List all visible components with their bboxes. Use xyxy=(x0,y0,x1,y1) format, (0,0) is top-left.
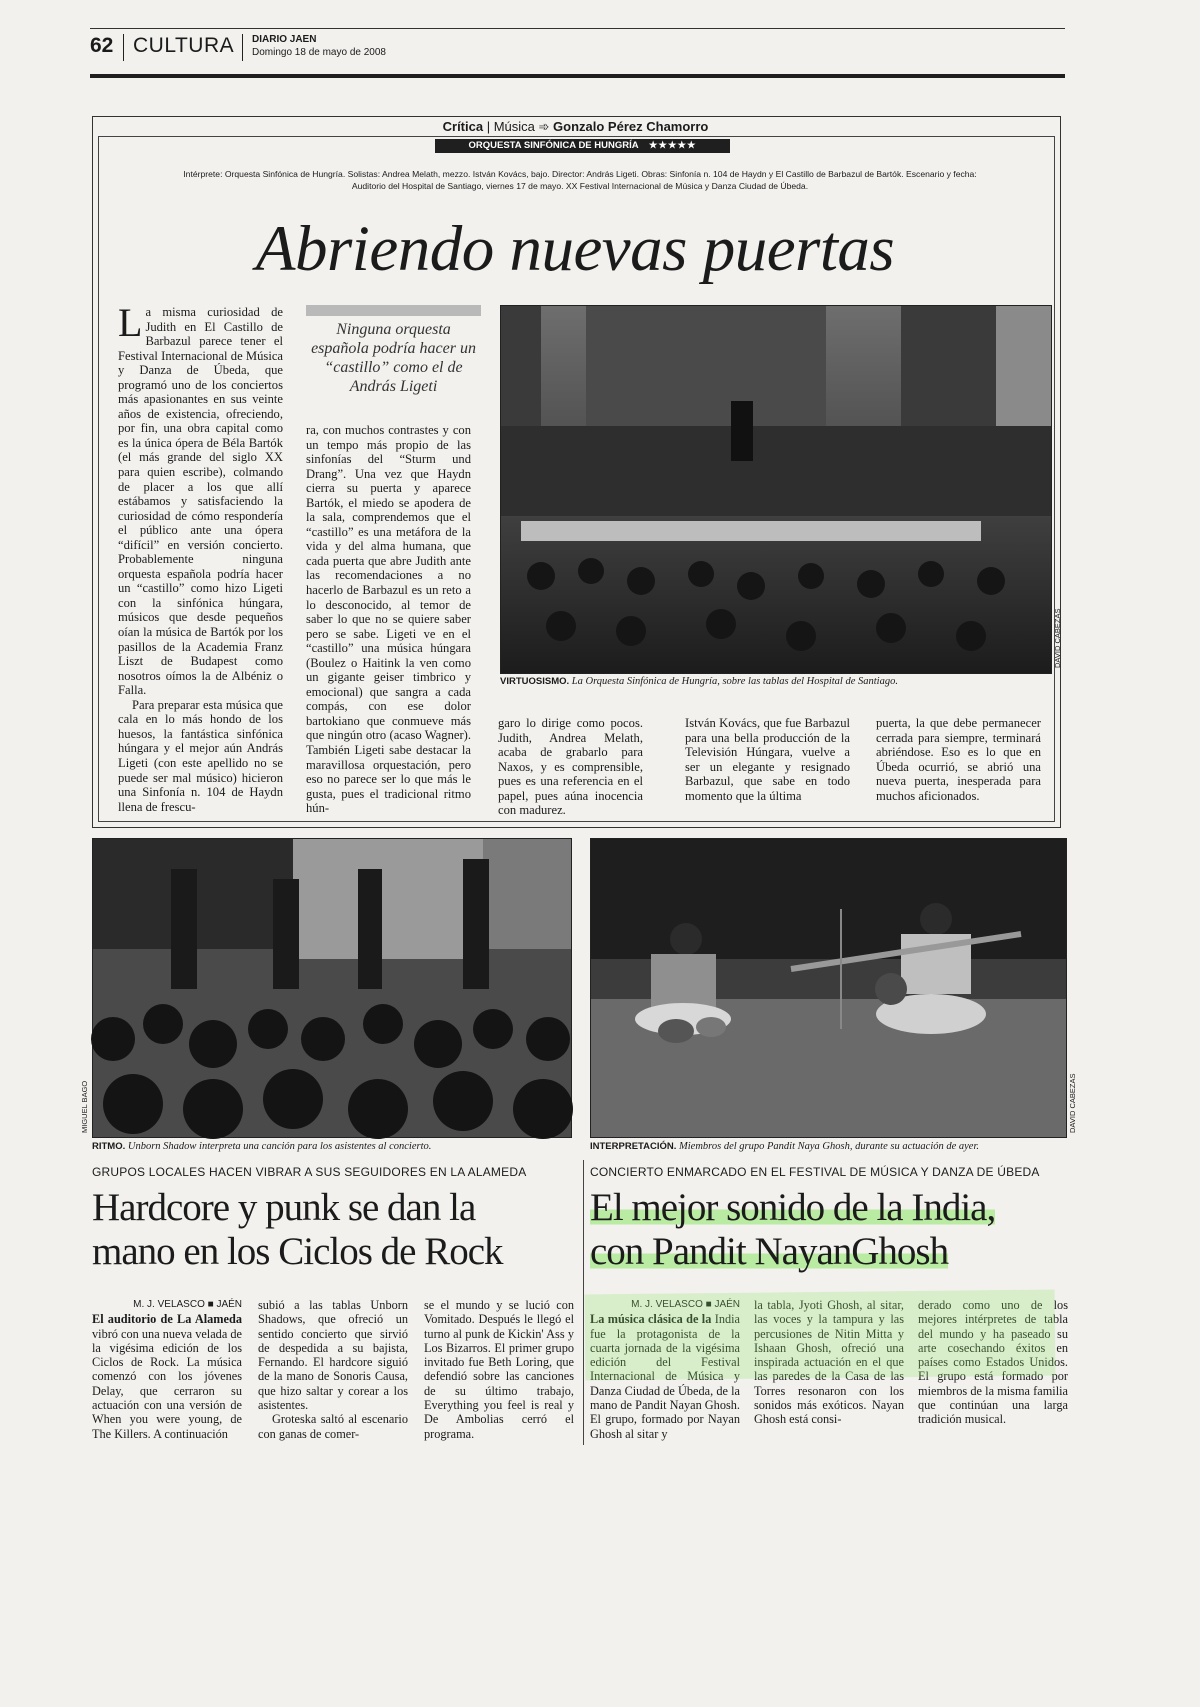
india-photo-svg xyxy=(591,839,1066,1137)
rock-headline-line1: Hardcore y punk se dan la xyxy=(92,1186,476,1229)
orchestra-bar xyxy=(435,139,730,153)
review-col5-text: puerta, la que debe permanecer cerrada para siempre, terminará abriéndose. Eso es lo que en Úbeda ocurrió, se abrió una nueva puerta, inesperada para muchos aficionados. xyxy=(876,716,1041,803)
rock-photo-caption xyxy=(92,1141,431,1152)
review-kicker: Crítica | Música ➾ Gonzalo Pérez Chamorro xyxy=(442,119,709,134)
folio-header xyxy=(90,32,1065,64)
review-col-4 xyxy=(685,716,850,808)
paper-name: DIARIO JAEN xyxy=(252,34,317,45)
review-col4-text: István Kovács, que fue Barbazul para una bella producción de la Televisión Húngara, vuelve a ser un elegante y resignado Barbazul, que sabe en todo momento que la última xyxy=(685,716,850,803)
issue-date: Domingo 18 de mayo de 2008 xyxy=(252,47,386,58)
rock-col1-text: vibró con una nueva velada de la vigésima edición de los Ciclos de Rock. La música comenzó con los jóvenes Delay, que cerraron su actuación con una versión de When you were young, de The Killers. A continuación xyxy=(92,1326,242,1441)
review-info-line1: Intérprete: Orquesta Sinfónica de Hungría. Solistas: Andrea Melath, mezzo. István Kovács, bajo. Director: András Ligeti. Obras: Sinfonía n. 104 de Haydn y El Castillo de Barbazul de Bartók. Escenario y fecha: xyxy=(183,169,977,179)
arrow-icon: ➾ xyxy=(538,119,554,134)
orchestra-photo-svg xyxy=(501,306,1051,673)
review-info-line2: Auditorio del Hospital de Santiago, viernes 17 de mayo. XX Festival Internacional de Música y Danza Ciudad de Úbeda. xyxy=(351,181,809,191)
india-photo-credit: DAVID CABEZAS xyxy=(1068,1073,1077,1133)
rock-photo-svg xyxy=(93,839,571,1137)
review-col-1 xyxy=(118,300,283,814)
pull-quote-bar xyxy=(306,305,481,316)
rock-col2-p2: Groteska saltó al escenario con ganas de comer- xyxy=(258,1412,408,1441)
rock-col-1 xyxy=(92,1298,242,1448)
rock-col2-p1: subió a las tablas Unborn Shadows, que ofreció un sentido concierto que sirvió de despedida a su bajista, Fernando. El hardcore siguió de la mano de Sonoris Causa, que hizo saltar y corear a los asistentes. xyxy=(258,1298,408,1413)
kicker-musica: Música xyxy=(493,119,535,134)
review-col3-text: garo lo dirige como pocos. Judith, Andrea Melath, acaba de grabarlo para Naxos, y es comprensible, pues es una referencia en el papel, pues aúna inocencia con madurez. xyxy=(498,716,643,818)
caption-text: La Orquesta Sinfónica de Hungría, sobre las tablas del Hospital de Santiago. xyxy=(571,676,898,687)
orchestra-name: ORQUESTA SINFÓNICA DE HUNGRÍA xyxy=(468,140,639,151)
rock-col-2 xyxy=(258,1298,408,1448)
orchestra-photo-credit: DAVID CABEZAS xyxy=(1053,608,1062,668)
rock-caption-label: RITMO. xyxy=(92,1141,126,1152)
india-col3-text: derado como uno de los mejores intérpretes de tabla del mundo y ha paseado su arte cosechando éxitos en países como Estados Unidos. El grupo está formado por miembros de la misma familia que continúan una larga tradición musical. xyxy=(918,1298,1068,1427)
orchestra-photo xyxy=(500,305,1052,674)
india-headline-line2: con Pandit NayanGhosh xyxy=(590,1230,949,1273)
highlighter-mark xyxy=(585,1290,1056,1381)
flower-border xyxy=(521,521,981,541)
rock-lead: El auditorio de La Alameda xyxy=(92,1312,242,1327)
section-name: CULTURA xyxy=(133,34,235,57)
rock-photo xyxy=(92,838,572,1138)
review-col-3 xyxy=(498,716,643,818)
rock-col-3 xyxy=(424,1298,574,1448)
header-divider xyxy=(123,34,124,61)
review-col1-p1: a misma curiosidad de Judith en El Castillo de Barbazul parece tener el Festival Internacional de Música y Danza de Úbeda, que programó uno de los conciertos más apasionantes en sus veinte años de existencia, ofreciendo, por fin, una obra capital como es la única ópera de Béla Bartók (el más grande del siglo XX para quien escribe), colmando de placer a los que allí estábamos y satisfaciendo la curiosidad de cómo respondería el público ante una ópera “difícil” en versión concierto. Probablemente ninguna orquesta española podría hacer un “castillo” como hizo Ligeti con la sinfónica húngara, músicos que desde pequeños oían la música de Bartók por los pasillos de la Academia Franz Liszt de Budapest como nosotros oímos la de Albéniz o Falla. xyxy=(118,305,283,698)
india-col2-text: la tabla, Jyoti Ghosh, al sitar, las voces y la tampura y las percusiones de Nitin Mitta y Ishaan Ghosh, ofreció una inspirada actuación en el que las paredes de la Casa de las Torres resonaron con los sonidos más exóticos. Nayan Ghosh está consi- xyxy=(754,1298,904,1427)
rock-headline xyxy=(92,1186,572,1274)
drop-cap: L xyxy=(118,300,143,345)
review-col2-text: ra, con muchos contrastes y con un tempo más propio de las sinfonías del “Sturm und Drang”. Una vez que Haydn cierra su puerta y aparece Bartók, el miedo se apodera de la sala, comprendemos que el “castillo” es una metáfora de la vida y del alma humana, que cada puerta que abre Judith ante las recomendaciones a no hacerlo de Barbazul es un reto a lo desconocido, al temor de saber lo que no se quiere saber pero se sabe. Ligeti ve en el “castillo” una música húngara (Boulez o Haitink la ven como un gigante geiser timbrico y emocional) que sangra a cada compás, con ese dolor bartokiano que conmueve más que ningún otro (acaso Wagner). También Ligeti sabe destacar la maravillosa orquestación, pero eso no parece ser lo que más le gusta, pues el tradicional ritmo hún- xyxy=(306,423,471,816)
india-byline: M. J. VELASCO ■ JAÉN xyxy=(631,1299,740,1310)
star-rating: ★★★★★ xyxy=(648,140,697,151)
india-headline xyxy=(590,1186,1070,1274)
header-rule-thin xyxy=(90,28,1065,29)
rock-caption-text: Unborn Shadow interpreta una canción para los asistentes al concierto. xyxy=(127,1141,432,1152)
conductor-figure xyxy=(731,401,753,461)
india-photo-caption xyxy=(590,1141,979,1152)
rock-headline-line2: mano en los Ciclos de Rock xyxy=(92,1230,503,1273)
header-rule-thick xyxy=(90,74,1065,78)
india-headline-line1: El mejor sonido de la India, xyxy=(590,1186,996,1229)
review-col1-p2: Para preparar esta música que cala en lo más hondo de los huesos, la fantástica sinfónica húngara y el mejor aún András Ligeti (con este apellido no se puede ser mal músico) hicieron una Sinfonía n. 104 de Haydn llena de frescu- xyxy=(118,697,283,814)
india-caption-text: Miembros del grupo Pandit Naya Ghosh, durante su actuación de ayer. xyxy=(679,1141,980,1152)
pull-quote: Ninguna orquesta española podría hacer un “castillo” como el de András Ligeti xyxy=(311,321,476,395)
header-divider-2 xyxy=(242,34,243,61)
retablo-shape xyxy=(586,306,826,426)
india-kicker: CONCIERTO ENMARCADO EN EL FESTIVAL DE MÚSICA Y DANZA DE ÚBEDA xyxy=(590,1165,1040,1179)
orchestra-photo-caption xyxy=(500,676,898,687)
review-headline: Abriendo nuevas puertas xyxy=(255,213,895,285)
india-lead: La música clásica de la xyxy=(590,1312,712,1327)
india-col1-text: India fue la protagonista de la cuarta jornada de la vigésima edición del Festival Internacional de Música y Danza Ciudad de Úbeda, de la mano de Pandit Nayan Ghosh. El grupo, formado por Nayan Ghosh al sitar y xyxy=(590,1312,740,1441)
kicker-critica: Crítica xyxy=(442,119,484,134)
review-author: Gonzalo Pérez Chamorro xyxy=(553,119,709,134)
india-caption-label: INTERPRETACIÓN. xyxy=(590,1141,677,1152)
review-info xyxy=(150,168,1010,192)
caption-label: VIRTUOSISMO. xyxy=(500,676,570,687)
india-photo xyxy=(590,838,1067,1138)
rock-kicker: GRUPOS LOCALES HACEN VIBRAR A SUS SEGUIDORES EN LA ALAMEDA xyxy=(92,1165,527,1179)
page-number: 62 xyxy=(90,34,114,57)
rock-col3-text: se el mundo y se lució con Vomitado. Después le llegó el turno al punk de Kickin' Ass y Los Bizarros. El primer grupo invitado fue Beth Loring, que defendió sobre las canciones de su último trabajo, Everything you feel is real y De Ambolias cerró el programa. xyxy=(424,1298,574,1441)
rock-byline: M. J. VELASCO ■ JAÉN xyxy=(133,1299,242,1310)
rock-photo-credit: MIGUEL BAGO xyxy=(80,1080,89,1133)
review-col-2 xyxy=(306,423,471,816)
review-col-5 xyxy=(876,716,1041,808)
